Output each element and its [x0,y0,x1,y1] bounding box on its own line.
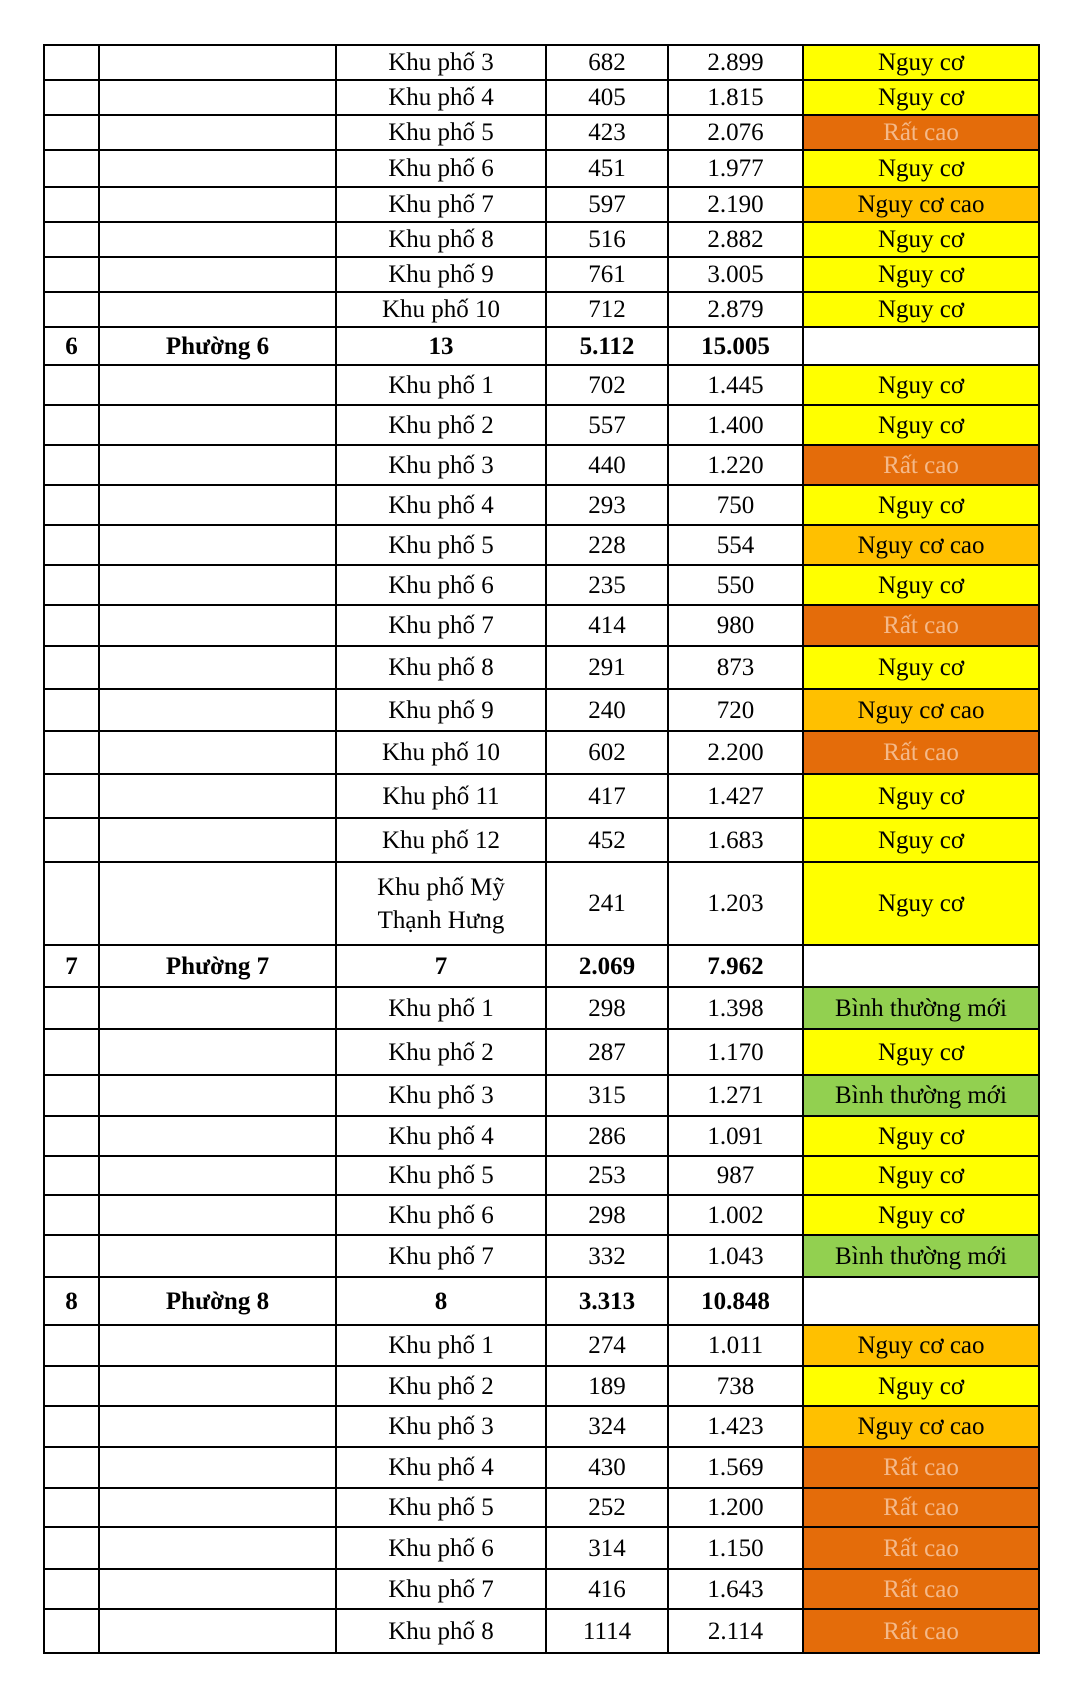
ward-name-cell [99,365,336,405]
population-cell: 7.962 [668,945,803,987]
table-row [44,1075,1039,1116]
ward-number-cell [44,525,99,565]
households-cell: 682 [546,45,668,80]
households-cell: 3.313 [546,1277,668,1325]
table-row [44,115,1039,150]
population-cell: 980 [668,605,803,646]
risk-level-cell: Rất cao [803,1488,1039,1527]
ward-name-cell [99,646,336,689]
quarter-name-cell: Khu phố 5 [336,1156,546,1195]
ward-name-cell [99,1366,336,1406]
table-row [44,445,1039,485]
ward-name-cell [99,525,336,565]
risk-level-cell: Rất cao [803,1569,1039,1609]
quarter-name-cell: Khu phố 8 [336,646,546,689]
ward-number-cell [44,445,99,485]
table-row [44,365,1039,405]
risk-level-cell: Nguy cơ [803,862,1039,945]
population-cell: 987 [668,1156,803,1195]
risk-level-cell: Nguy cơ [803,1156,1039,1195]
population-cell: 2.114 [668,1609,803,1653]
ward-number-cell [44,150,99,187]
risk-level-cell: Rất cao [803,731,1039,774]
table-row [44,1156,1039,1195]
ward-name-cell [99,774,336,818]
table-row [44,187,1039,222]
quarter-name-cell: Khu phố 7 [336,187,546,222]
households-cell: 405 [546,80,668,115]
table-row [44,646,1039,689]
table-row [44,731,1039,774]
quarter-name-cell: Khu phố 6 [336,150,546,187]
quarter-name-cell: Khu phố 10 [336,292,546,327]
ward-name-cell: Phường 6 [99,327,336,365]
quarter-count-cell: 7 [336,945,546,987]
households-cell: 291 [546,646,668,689]
risk-level-cell: Nguy cơ [803,1195,1039,1235]
risk-level-cell: Nguy cơ [803,45,1039,80]
quarter-name-cell: Khu phố 2 [336,1029,546,1075]
households-cell: 293 [546,485,668,525]
quarter-name-cell [336,862,546,945]
ward-name-cell [99,605,336,646]
ward-number-cell [44,818,99,862]
ward-name-cell [99,731,336,774]
quarter-name-cell: Khu phố 7 [336,605,546,646]
ward-name-cell [99,1235,336,1277]
population-cell: 1.220 [668,445,803,485]
population-cell: 1.043 [668,1235,803,1277]
ward-summary-row [44,945,1039,987]
risk-level-cell: Nguy cơ cao [803,187,1039,222]
households-cell: 430 [546,1447,668,1488]
population-cell: 1.683 [668,818,803,862]
quarter-name-cell: Khu phố 1 [336,1325,546,1366]
population-cell: 2.879 [668,292,803,327]
quarter-name-cell: Khu phố 8 [336,222,546,257]
risk-level-cell: Rất cao [803,445,1039,485]
ward-number-cell [44,292,99,327]
table-row [44,1325,1039,1366]
quarter-name-cell: Khu phố 5 [336,115,546,150]
risk-level-cell: Nguy cơ [803,485,1039,525]
population-cell: 15.005 [668,327,803,365]
ward-name-cell [99,1156,336,1195]
population-cell: 1.002 [668,1195,803,1235]
ward-name-cell: Phường 8 [99,1277,336,1325]
risk-level-cell: Nguy cơ [803,405,1039,445]
households-cell: 417 [546,774,668,818]
ward-name-cell [99,1075,336,1116]
ward-number-cell [44,1156,99,1195]
population-cell: 2.200 [668,731,803,774]
households-cell: 253 [546,1156,668,1195]
quarter-name-cell: Khu phố 9 [336,257,546,292]
ward-name-cell [99,862,336,945]
ward-name-cell [99,1488,336,1527]
risk-level-cell: Rất cao [803,115,1039,150]
ward-number-cell [44,1235,99,1277]
quarter-name-cell: Khu phố 9 [336,689,546,731]
table-row [44,1569,1039,1609]
quarter-count-cell: 13 [336,327,546,365]
table-row [44,565,1039,605]
population-cell: 550 [668,565,803,605]
risk-level-cell: Bình thường mới [803,1075,1039,1116]
households-cell: 240 [546,689,668,731]
table-body [44,45,1039,1653]
risk-level-cell: Nguy cơ [803,1366,1039,1406]
risk-level-cell: Nguy cơ [803,818,1039,862]
ward-name-cell [99,1195,336,1235]
ward-name-cell [99,292,336,327]
risk-level-cell: Rất cao [803,1609,1039,1653]
risk-level-cell: Nguy cơ [803,1116,1039,1156]
quarter-name-cell: Khu phố 4 [336,1447,546,1488]
table-row [44,257,1039,292]
population-cell: 1.091 [668,1116,803,1156]
quarter-name-cell: Khu phố 12 [336,818,546,862]
ward-name-cell [99,445,336,485]
risk-level-cell [803,945,1039,987]
population-cell: 873 [668,646,803,689]
table-row [44,818,1039,862]
households-cell: 189 [546,1366,668,1406]
population-cell: 2.899 [668,45,803,80]
table-row [44,222,1039,257]
risk-level-cell: Nguy cơ [803,1029,1039,1075]
ward-number-cell [44,646,99,689]
population-cell: 1.170 [668,1029,803,1075]
households-cell: 298 [546,987,668,1029]
risk-level-cell: Nguy cơ [803,222,1039,257]
ward-name-cell [99,485,336,525]
population-cell: 10.848 [668,1277,803,1325]
households-cell: 516 [546,222,668,257]
ward-summary-row [44,327,1039,365]
population-cell: 1.427 [668,774,803,818]
quarter-name-cell: Khu phố 3 [336,45,546,80]
quarter-name-line: Thạnh Hưng [377,906,505,934]
households-cell: 451 [546,150,668,187]
quarter-name-cell: Khu phố 8 [336,1609,546,1653]
households-cell: 298 [546,1195,668,1235]
ward-name-cell [99,257,336,292]
households-cell: 5.112 [546,327,668,365]
households-cell: 440 [546,445,668,485]
ward-number-cell [44,565,99,605]
households-cell: 557 [546,405,668,445]
ward-number-cell [44,1406,99,1447]
population-cell: 2.190 [668,187,803,222]
households-cell: 287 [546,1029,668,1075]
households-cell: 252 [546,1488,668,1527]
ward-name-cell: Phường 7 [99,945,336,987]
quarter-name-line: Khu phố Mỹ [377,873,505,901]
ward-number-cell [44,862,99,945]
quarter-name-cell: Khu phố 11 [336,774,546,818]
table-row [44,45,1039,80]
risk-level-cell: Nguy cơ [803,774,1039,818]
ward-name-cell [99,150,336,187]
households-cell: 414 [546,605,668,646]
ward-number-cell [44,1029,99,1075]
households-cell: 423 [546,115,668,150]
table-row [44,1235,1039,1277]
risk-level-cell [803,1277,1039,1325]
risk-level-cell: Rất cao [803,605,1039,646]
ward-name-cell [99,1029,336,1075]
quarter-name-cell: Khu phố 3 [336,1075,546,1116]
ward-number-cell [44,115,99,150]
table-row [44,862,1039,945]
ward-number-cell [44,187,99,222]
ward-name-cell [99,1116,336,1156]
population-cell: 750 [668,485,803,525]
risk-level-table [43,44,1040,1654]
quarter-name-cell: Khu phố 5 [336,525,546,565]
population-cell: 1.569 [668,1447,803,1488]
ward-number-cell [44,365,99,405]
ward-name-cell [99,987,336,1029]
ward-number-cell [44,1527,99,1569]
ward-name-cell [99,187,336,222]
ward-number-cell [44,731,99,774]
households-cell: 286 [546,1116,668,1156]
table-row [44,1366,1039,1406]
table-row [44,1609,1039,1653]
ward-number-cell [44,1447,99,1488]
population-cell: 1.200 [668,1488,803,1527]
quarter-name-cell: Khu phố 10 [336,731,546,774]
table-row [44,605,1039,646]
table-row [44,1488,1039,1527]
quarter-name-cell: Khu phố 6 [336,565,546,605]
ward-number-cell [44,257,99,292]
table-row [44,987,1039,1029]
ward-name-cell [99,1406,336,1447]
ward-number-cell [44,1116,99,1156]
risk-level-cell: Bình thường mới [803,987,1039,1029]
ward-name-cell [99,565,336,605]
table-row [44,1116,1039,1156]
risk-level-cell: Rất cao [803,1527,1039,1569]
ward-number-cell: 8 [44,1277,99,1325]
households-cell: 315 [546,1075,668,1116]
households-cell: 1114 [546,1609,668,1653]
quarter-name-cell: Khu phố 5 [336,1488,546,1527]
population-cell: 1.643 [668,1569,803,1609]
table-row [44,485,1039,525]
households-cell: 274 [546,1325,668,1366]
population-cell: 720 [668,689,803,731]
population-cell: 1.203 [668,862,803,945]
ward-number-cell [44,1609,99,1653]
ward-number-cell [44,1569,99,1609]
households-cell: 235 [546,565,668,605]
ward-name-cell [99,80,336,115]
table-row [44,1029,1039,1075]
table-row [44,1195,1039,1235]
households-cell: 314 [546,1527,668,1569]
households-cell: 2.069 [546,945,668,987]
risk-level-cell: Nguy cơ cao [803,1406,1039,1447]
ward-number-cell [44,605,99,646]
quarter-name-cell: Khu phố 6 [336,1527,546,1569]
ward-summary-row [44,1277,1039,1325]
risk-level-cell: Nguy cơ [803,646,1039,689]
quarter-name-cell: Khu phố 4 [336,485,546,525]
population-cell: 1.150 [668,1527,803,1569]
quarter-name-cell: Khu phố 7 [336,1569,546,1609]
risk-level-cell: Nguy cơ [803,365,1039,405]
population-cell: 2.076 [668,115,803,150]
quarter-name-cell: Khu phố 6 [336,1195,546,1235]
ward-number-cell [44,774,99,818]
population-cell: 1.815 [668,80,803,115]
risk-level-cell: Nguy cơ cao [803,689,1039,731]
ward-number-cell [44,1366,99,1406]
table-row [44,80,1039,115]
risk-level-cell: Nguy cơ [803,292,1039,327]
ward-number-cell [44,1195,99,1235]
quarter-name-cell: Khu phố 3 [336,445,546,485]
population-cell: 3.005 [668,257,803,292]
ward-name-cell [99,45,336,80]
ward-number-cell: 7 [44,945,99,987]
ward-name-cell [99,405,336,445]
ward-number-cell [44,80,99,115]
quarter-name-cell: Khu phố 4 [336,80,546,115]
ward-number-cell [44,405,99,445]
ward-number-cell [44,987,99,1029]
households-cell: 241 [546,862,668,945]
quarter-name-cell: Khu phố 1 [336,987,546,1029]
risk-level-cell [803,327,1039,365]
quarter-name-cell: Khu phố 7 [336,1235,546,1277]
ward-name-cell [99,689,336,731]
population-cell: 1.011 [668,1325,803,1366]
ward-number-cell [44,45,99,80]
risk-level-cell: Nguy cơ cao [803,525,1039,565]
ward-number-cell [44,1488,99,1527]
population-cell: 554 [668,525,803,565]
population-cell: 1.398 [668,987,803,1029]
risk-level-cell: Nguy cơ [803,80,1039,115]
ward-number-cell [44,222,99,257]
ward-number-cell [44,485,99,525]
table-row [44,150,1039,187]
table-row [44,689,1039,731]
ward-name-cell [99,115,336,150]
ward-number-cell [44,1325,99,1366]
table-row [44,1527,1039,1569]
ward-name-cell [99,1609,336,1653]
risk-level-cell: Bình thường mới [803,1235,1039,1277]
risk-level-cell: Nguy cơ cao [803,1325,1039,1366]
households-cell: 602 [546,731,668,774]
households-cell: 712 [546,292,668,327]
table-row [44,1447,1039,1488]
population-cell: 2.882 [668,222,803,257]
population-cell: 1.977 [668,150,803,187]
risk-level-cell: Rất cao [803,1447,1039,1488]
quarter-name-cell: Khu phố 1 [336,365,546,405]
quarter-name-cell: Khu phố 2 [336,405,546,445]
households-cell: 416 [546,1569,668,1609]
ward-name-cell [99,818,336,862]
table-row [44,405,1039,445]
households-cell: 324 [546,1406,668,1447]
ward-name-cell [99,222,336,257]
table-row [44,774,1039,818]
ward-name-cell [99,1447,336,1488]
ward-name-cell [99,1325,336,1366]
households-cell: 228 [546,525,668,565]
quarter-name-cell: Khu phố 3 [336,1406,546,1447]
population-cell: 1.423 [668,1406,803,1447]
ward-number-cell [44,1075,99,1116]
quarter-name-cell: Khu phố 2 [336,1366,546,1406]
households-cell: 702 [546,365,668,405]
table-row [44,292,1039,327]
table-row [44,525,1039,565]
households-cell: 452 [546,818,668,862]
risk-level-cell: Nguy cơ [803,257,1039,292]
ward-number-cell: 6 [44,327,99,365]
households-cell: 597 [546,187,668,222]
ward-number-cell [44,689,99,731]
risk-level-cell: Nguy cơ [803,565,1039,605]
population-cell: 1.400 [668,405,803,445]
risk-level-cell: Nguy cơ [803,150,1039,187]
quarter-count-cell: 8 [336,1277,546,1325]
population-cell: 738 [668,1366,803,1406]
population-cell: 1.445 [668,365,803,405]
households-cell: 332 [546,1235,668,1277]
quarter-name-cell: Khu phố 4 [336,1116,546,1156]
households-cell: 761 [546,257,668,292]
ward-name-cell [99,1569,336,1609]
table-row [44,1406,1039,1447]
population-cell: 1.271 [668,1075,803,1116]
ward-name-cell [99,1527,336,1569]
